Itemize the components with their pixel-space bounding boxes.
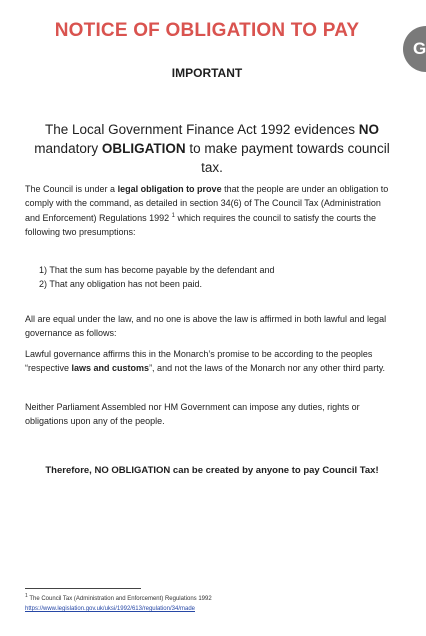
list-item: 1) That the sum has become payable by the defendant and — [39, 265, 275, 275]
footnote-divider — [25, 588, 141, 589]
badge-letter: G — [413, 39, 426, 58]
para3-text-1: Lawful governance affirms this in the Monarch’s promise to be according to the peoples “respective — [25, 349, 373, 373]
footnote-reference: 1 — [171, 213, 175, 220]
footnote-mark: 1 — [25, 593, 28, 599]
lead-text-1: The Local Government Finance Act 1992 evidences — [45, 122, 359, 137]
para3-bold: laws and customs — [71, 362, 150, 373]
footnote-citation — [25, 591, 405, 604]
para1-bold: legal obligation to prove — [117, 184, 222, 194]
footnote-link[interactable]: https://www.legislation.gov.uk/uksi/1992/613/regulation/34/made — [25, 606, 195, 612]
paragraph-lawful-governance — [25, 348, 397, 375]
conclusion-statement: Therefore, NO OBLIGATION can be created by anyone to pay Council Tax! — [45, 465, 379, 476]
para3-text-2: ”, and not the laws of the Monarch nor any other third party. — [149, 362, 386, 373]
lead-bold-2: OBLIGATION — [101, 141, 186, 156]
document-subtitle: IMPORTANT — [171, 66, 243, 80]
lead-bold-1: NO — [358, 122, 379, 137]
footnote — [25, 591, 405, 614]
list-item: 2) That any obligation has not been paid. — [39, 278, 202, 289]
lead-paragraph — [26, 120, 398, 177]
lead-text-2: mandatory — [34, 141, 102, 156]
document-title: NOTICE OF OBLIGATION TO PAY — [54, 20, 360, 41]
para1-text-2: that the people are under an obligation to comply with the command, as detailed in section 34(6) of The Council Tax (Administration and Enforcement) Regulations 1992 — [25, 184, 389, 224]
footnote-text: The Council Tax (Administration and Enforcement) Regulations 1992 — [29, 596, 212, 602]
paragraph-equality: All are equal under the law, and no one is above the law is affirmed in both lawful and legal governance as follows: — [25, 314, 387, 338]
paragraph-legal-obligation — [25, 183, 397, 239]
lead-text-3: to make payment towards council tax. — [185, 141, 390, 175]
para1-text-3: which requires the council to satisfy the courts the following two presumptions: — [25, 213, 377, 237]
paragraph-parliament: Neither Parliament Assembled nor HM Government can impose any duties, rights or obligations upon any of the people. — [25, 402, 360, 426]
para1-text-1: The Council is under a — [25, 184, 118, 194]
presumptions-list — [39, 264, 379, 291]
